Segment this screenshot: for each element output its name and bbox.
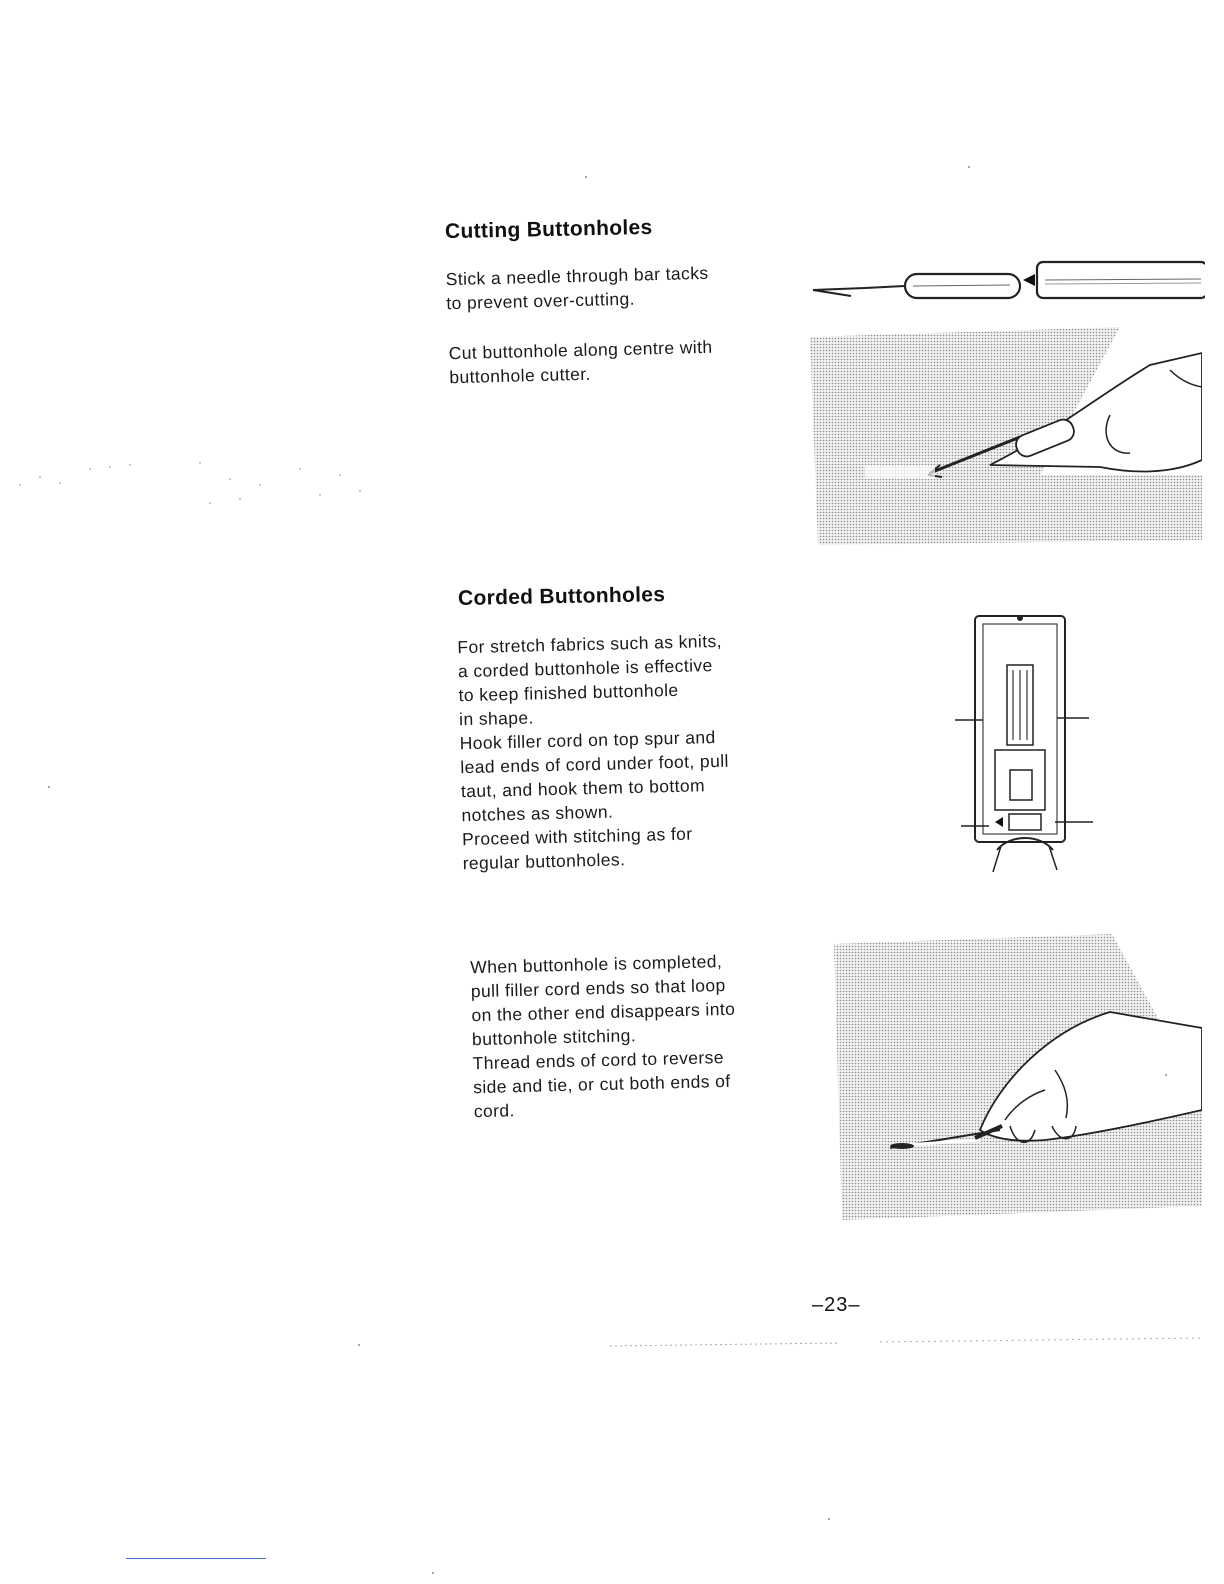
scan-speck: [968, 166, 970, 168]
text-line: lead ends of cord under foot, pull: [460, 750, 729, 778]
buttonhole-foot-diagram: [955, 610, 1095, 872]
scan-speck: [828, 1518, 830, 1520]
text-line: buttonhole stitching.: [471, 1025, 637, 1050]
text-line: on the other end disappears into: [471, 998, 736, 1026]
text-line: pull filler cord ends so that loop: [470, 975, 726, 1002]
text-line: buttonhole cutter.: [449, 363, 592, 388]
text-line: Thread ends of cord to reverse: [472, 1047, 725, 1074]
text-line: taut, and hook them to bottom: [460, 775, 706, 802]
scan-speck: [432, 1572, 434, 1574]
scan-speck: [1165, 1074, 1167, 1076]
text-line: a corded buttonhole is effective: [457, 655, 713, 682]
cutting-paragraph-2: [448, 335, 713, 389]
pulling-cord-illustration: [830, 930, 1202, 1222]
seam-ripper-illustration: [805, 252, 1205, 308]
text-line: notches as shown.: [461, 801, 614, 826]
scan-speck: [585, 176, 587, 178]
text-line: cord.: [473, 1100, 515, 1122]
text-line: For stretch fabrics such as knits,: [457, 630, 723, 658]
scan-noise-bottom: [600, 1334, 1200, 1350]
corded-paragraph-1: [457, 629, 731, 875]
corded-paragraph-2: [470, 949, 738, 1123]
cutting-heading: Cutting Buttonholes: [444, 215, 653, 244]
page-number: –23–: [812, 1294, 861, 1316]
corded-heading: Corded Buttonholes: [457, 583, 666, 610]
text-line: in shape.: [458, 707, 535, 730]
text-line: When buttonhole is completed,: [470, 951, 723, 978]
scan-noise-left: [0, 455, 380, 510]
text-line: Hook filler cord on top spur and: [459, 727, 716, 754]
scan-speck: [48, 786, 50, 788]
text-line: regular buttonholes.: [462, 849, 626, 874]
text-line: Proceed with stitching as for: [461, 823, 693, 850]
text-line: Stick a needle through bar tacks: [445, 262, 709, 290]
text-line: to prevent over-cutting.: [446, 288, 636, 314]
text-line: Cut buttonhole along centre with: [448, 336, 713, 364]
scan-speck: [358, 1344, 360, 1346]
text-line: to keep finished buttonhole: [458, 679, 679, 706]
text-line: side and tie, or cut both ends of: [472, 1070, 731, 1098]
cutting-paragraph-1: [445, 261, 709, 315]
bottom-rule: [126, 1558, 266, 1559]
cutting-buttonhole-illustration: [810, 325, 1202, 545]
